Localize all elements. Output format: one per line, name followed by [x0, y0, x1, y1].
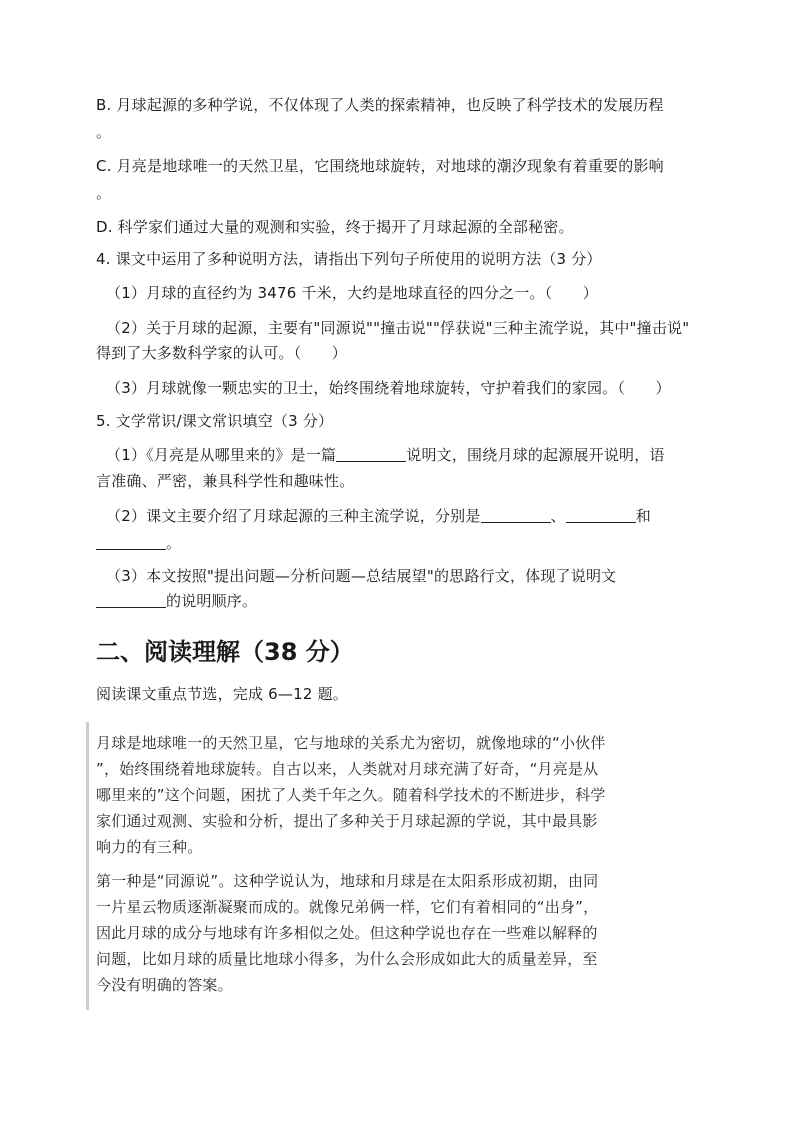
- question-5-item-3-line-2: [96, 590, 257, 612]
- q5-3-suffix: 的说明顺序。: [166, 592, 258, 610]
- q5-1-suffix: 说明文，围绕月球的起源展开说明，语: [406, 446, 665, 464]
- question-4-item-2-line-2: 得到了大多数科学家的认可。（ ）: [96, 344, 347, 362]
- q5-1-prefix: （1）《月亮是从哪里来的》是一篇: [106, 446, 337, 464]
- question-4-item-2-line-1: （2）关于月球的起源，主要有"同源说""撞击说""俘获说"三种主流学说，其中"撞击说": [106, 319, 690, 337]
- q5-2-end: 。: [166, 534, 182, 552]
- fill-blank[interactable]: [96, 591, 166, 608]
- passage-p2-line: 今没有明确的答案。: [96, 976, 233, 994]
- question-4-title: 4. 课文中运用了多种说明方法，请指出下列句子所使用的说明方法（3 分）: [96, 250, 602, 268]
- option-c-line-2: 。: [96, 184, 112, 202]
- passage-p1-line: 家们通过观测、实验和分析，提出了多种关于月球起源的学说，其中最具影: [96, 812, 598, 830]
- option-b-line-2: 。: [96, 123, 112, 141]
- option-c-line-1: C. 月亮是地球唯一的天然卫星，它围绕地球旋转，对地球的潮汐现象有着重要的影响: [96, 157, 664, 175]
- question-5-title: 5. 文学常识/课文常识填空（3 分）: [96, 412, 334, 430]
- question-5-item-2-line-1: [106, 505, 651, 527]
- passage-p2-line: 一片星云物质逐渐凝聚而成的。就像兄弟俩一样，它们有着相同的“出身”，: [96, 898, 599, 916]
- fill-blank[interactable]: [96, 533, 166, 550]
- question-5-item-1-line-2: 言准确、严密，兼具科学性和趣味性。: [96, 472, 355, 490]
- fill-blank[interactable]: [566, 506, 636, 523]
- question-4-item-1: （1）月球的直径约为 3476 千米，大约是地球直径的四分之一。（ ）: [106, 284, 598, 302]
- passage-p1-line: 月球是地球唯一的天然卫星，它与地球的关系尤为密切，就像地球的“小伙伴: [96, 734, 606, 752]
- question-5-item-1-line-1: [106, 444, 665, 466]
- fill-blank[interactable]: [481, 506, 551, 523]
- section-intro: 阅读课文重点节选，完成 6—12 题。: [96, 685, 348, 703]
- q5-2-and: 和: [635, 507, 651, 525]
- option-d: D. 科学家们通过大量的观测和实验，终于揭开了月球起源的全部秘密。: [96, 218, 574, 236]
- passage-p1-line: 哪里来的”这个问题，困扰了人类千年之久。随着科学技术的不断进步，科学: [96, 786, 606, 804]
- passage-p2-line: 问题，比如月球的质量比地球小得多，为什么会形成如此大的质量差异，至: [96, 950, 598, 968]
- section-heading: 二、阅读理解（38 分）: [96, 638, 354, 666]
- passage-p2-line: 因此月球的成分与地球有许多相似之处。但这种学说也存在一些难以解释的: [96, 924, 598, 942]
- fill-blank[interactable]: [336, 445, 406, 462]
- passage-p1-line: ”，始终围绕着地球旋转。自古以来，人类就对月球充满了好奇，“月亮是从: [96, 760, 599, 778]
- question-4-item-3: （3）月球就像一颗忠实的卫士，始终围绕着地球旋转，守护着我们的家园。（ ）: [106, 379, 671, 397]
- passage-p2-line: 第一种是“同源说”。这种学说认为，地球和月球是在太阳系形成初期，由同: [96, 872, 599, 890]
- question-5-item-2-line-2: [96, 532, 181, 554]
- q5-2-prefix: （2）课文主要介绍了月球起源的三种主流学说，分别是: [106, 507, 481, 525]
- passage-p1-line: 响力的有三种。: [96, 838, 203, 856]
- question-5-item-3-line-1: （3）本文按照"提出问题—分析问题—总结展望"的思路行文，体现了说明文: [106, 567, 617, 585]
- q5-2-separator: 、: [550, 507, 566, 525]
- option-b-line-1: B. 月球起源的多种学说，不仅体现了人类的探索精神，也反映了科学技术的发展历程: [96, 96, 664, 114]
